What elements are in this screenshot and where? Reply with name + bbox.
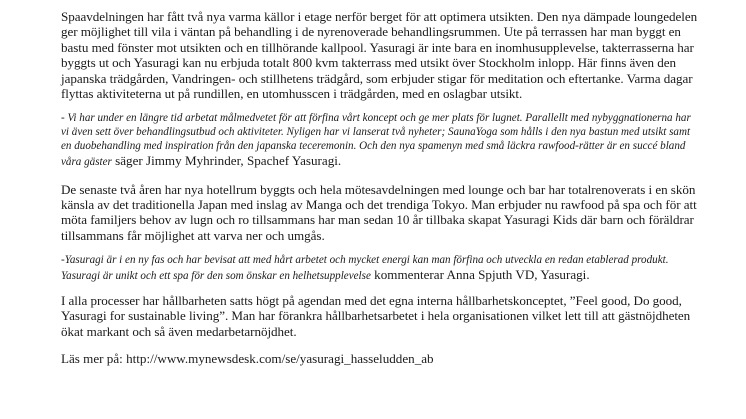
paragraph-sustainability: I alla processer har hållbarheten satts högt på agendan med det egna interna hållbarhetskonceptet, ”Feel good, Do good, Yasuragi for sustainable living”. Man har förankra hållbarhetsarbetet i hela organisationen vilket lett till att gästnöjdheten ökat markant och så även medarbetarnöjdhet.	[61, 292, 691, 339]
quote-spachef-text: - Vi har under en längre tid arbetat målmedvetet för att förfina vårt koncept och ge mer plats för lugnet. Parallellt med nybyggnationerna har vi även sett över behandlingsutbud och aktiviteter. Nyligen har vi lanserat två nyheter; SaunaYoga som hålls i den nya bastun med utsikt samt en duobehandling med inspiration från den japanska teceremonin. Och den nya spamenyn med små läckra rawfood-rätter är en succé bland våra gäster	[61, 112, 691, 168]
read-more-link[interactable]: Läs mer på: http://www.mynewsdesk.com/se/yasuragi_hasseludden_ab	[61, 351, 434, 367]
quote-vd-attribution: kommenterar Anna Spjuth VD, Yasuragi.	[370, 267, 590, 283]
quote-spachef-attribution: säger Jimmy Myhrinder, Spachef Yasuragi.	[111, 152, 342, 168]
paragraph-spa-renovation: Spaavdelningen har fått två nya varma källor i etage nerför berget för att optimera utsikten. Den nya dämpade loungedelen ger möjlighet till vila i väntan på behandling i de nyrenoverade behandlingsrummen. Ute på terrassen har man byggt en bastu med fönster mot utsikten och en tillhörande kallpool. Yasuragi är inte bara en inomhusupplevelse, takterrasserna har byggts ut och Yasuragi kan nu erbjuda totalt 800 kvm takterrass med utsikt över Stockholm inlopp. Här finns även den japanska trädgården, Vandringen- och stillhetens trädgård, som erbjuder stigar för meditation och eftertanke. Varma dagar flyttas aktiviteterna ut på rundillen, en utomhusscen i trädgården, med en oslagbar utsikt.	[61, 9, 698, 102]
document-body	[61, 9, 701, 366]
quote-vd-text: -Yasuragi är i en ny fas och har bevisat att med hårt arbetet och mycket energi kan man förfina och utveckla en redan etablerad produkt. Yasuragi är unikt och ett spa för den som önskar en helhetsupplevelse	[61, 254, 669, 283]
paragraph-hotel-renovation: De senaste två åren har nya hotellrum byggts och hela mötesavdelningen med lounge och bar har totalrenoverats i en skön känsla av det traditionella Japan med inslag av Manga och det trendiga Tokyo. Man erbjuder nu rawfood på spa och för att möta familjers behov av lugn och ro tillsammans har man sedan 10 år tillbaka skapat Yasuragi Kids där barn och föräldrar tillsammans får möjlighet att varva ner och umgås.	[61, 181, 697, 243]
quote-vd	[61, 254, 701, 284]
quote-spachef	[61, 112, 701, 169]
